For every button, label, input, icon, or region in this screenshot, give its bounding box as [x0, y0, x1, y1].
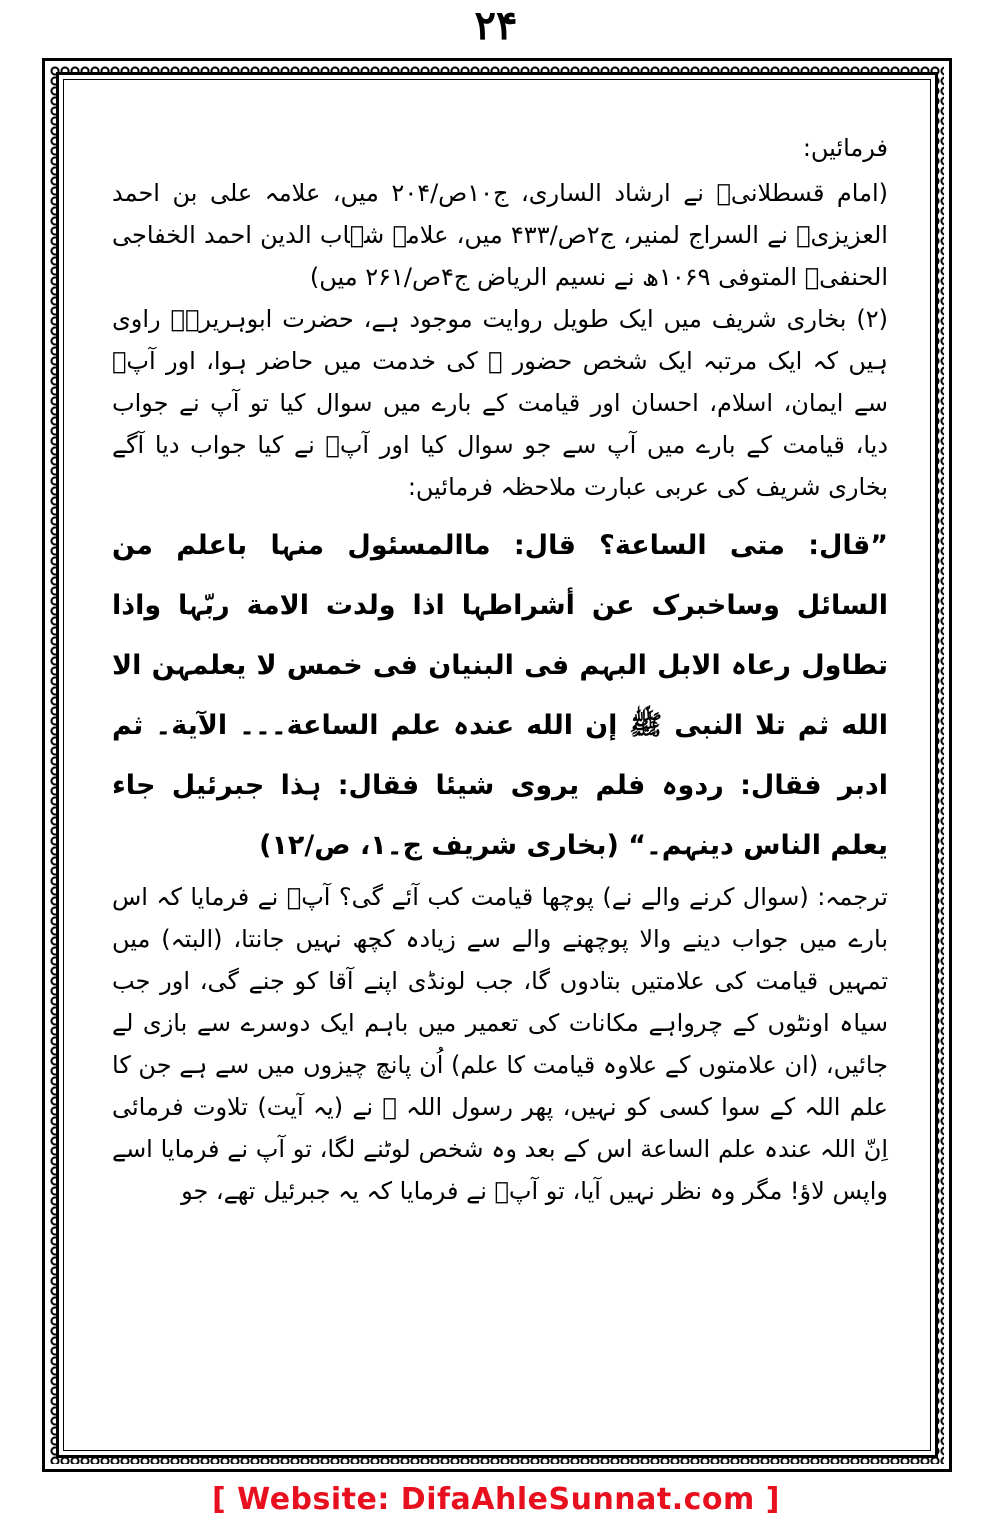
arabic-quotation: ”قال: متی الساعة؟ قال: ماالمسئول منہا باعلم من السائل وساخبرک عن أشراطہا اذا ولدت الامة ربّہا واذا تطاول رعاہ الابل البہم فی البنیان فی خمس لا یعلمہن الا الله ثم تلا النبی ﷺ إن الله عندہ علم الساعة۔۔۔ الآیة۔ ثم ادبر فقال: ردوہ فلم یروی شیئا فقال: ہذا جبرئیل جاء یعلم الناس دینہم۔“ (بخاری شریف ج۔۱، ص/۱۲): [112, 530, 888, 861]
chain-border-pattern: [50, 66, 944, 1464]
section-heading: فرمائیں:: [802, 134, 888, 162]
text-block: [63, 79, 931, 1451]
page-number: ۲۴: [474, 2, 518, 49]
narration-paragraph: (۲) بخاری شریف میں ایک طویل روایت موجود ہے، حضرت ابوہریرہؓ راوی ہیں کہ ایک مرتبہ ایک شخص حضور ﷺ کی خدمت میں حاضر ہوا، اور آپؐ سے ایمان، اسلام، احسان اور قیامت کے بارے میں سوال کیا تو آپ نے جواب دیا، قیامت کے بارے میں آپ سے جو سوال کیا اور آپؐ نے کیا جواب دیا آگے بخاری شریف کی عربی عبارت ملاحظہ فرمائیں:: [112, 305, 888, 501]
translation-paragraph: ترجمہ: (سوال کرنے والے نے) پوچھا قیامت کب آئے گی؟ آپؐ نے فرمایا کہ اس بارے میں جواب دینے والا پوچھنے والے سے زیادہ کچھ نہیں جانتا، (البتہ) میں تمہیں قیامت کی علامتیں بتادوں گا، جب لونڈی اپنے آقا کو جنے گی، اور جب سیاہ اونٹوں کے چرواہے مکانات کی تعمیر میں باہم ایک دوسرے سے بازی لے جائیں، (ان علامتوں کے علاوہ قیامت کا علم) اُن پانچ چیزوں میں سے ہے جن کا علم اللہ کے سوا کسی کو نہیں، پھر رسول اللہ ﷺ نے (یہ آیت) تلاوت فرمائی اِنّ اللہ عندہ علم الساعة اس کے بعد وہ شخص لوٹنے لگا، تو آپ نے فرمایا اسے واپس لاؤ! مگر وہ نظر نہیں آیا، تو آپؐ نے فرمایا کہ یہ جبرئیل تھے، جو: [112, 883, 888, 1205]
decorative-border: [42, 58, 952, 1472]
reference-paragraph: (امام قسطلانیؒ نے ارشاد الساری، ج۱۰ص/۲۰۴ میں، علامہ علی بن احمد العزیزیؒ نے السراج لمنیر، ج۲ص/۴۳۳ میں، علامہ شہاب الدین احمد الخفاجی الحنفیؒ المتوفی ۱۰۶۹ھ نے نسیم الریاض ج۴ص/۲۶۱ میں): [112, 179, 888, 291]
website-footer: [ Website: DifaAhleSunnat.com ]: [212, 1482, 780, 1517]
